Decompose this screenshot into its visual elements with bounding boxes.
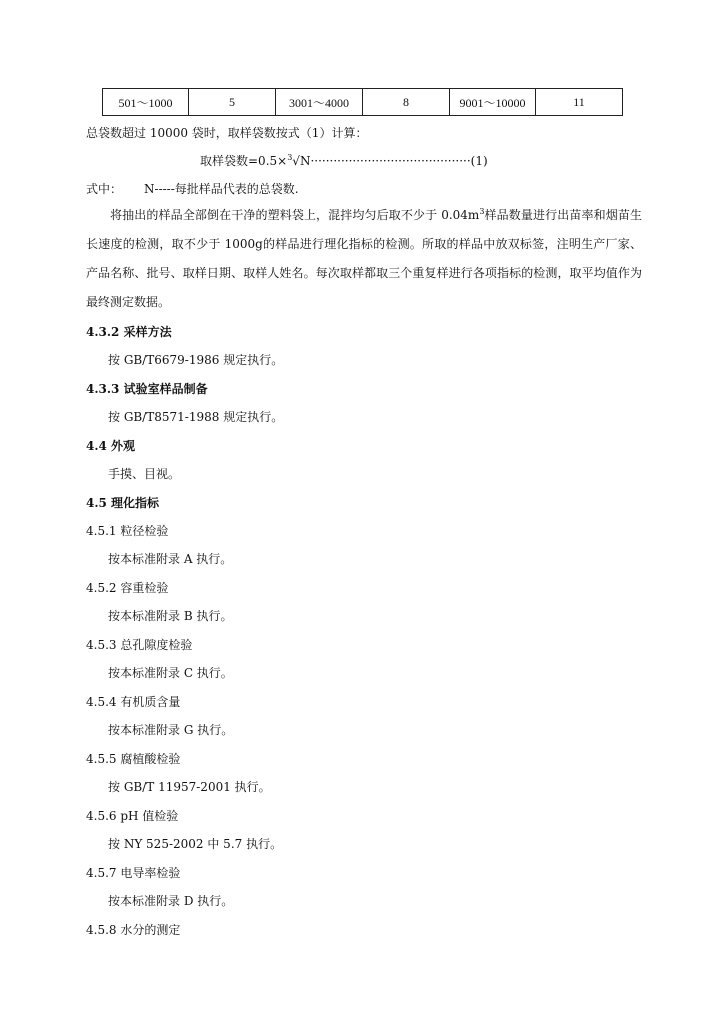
- sampling-formula: [200, 152, 488, 169]
- table-row: [103, 89, 623, 116]
- section-heading: 4.5.7 电导率检验: [86, 866, 181, 880]
- intro-line: 总袋数超过 10000 袋时，取样袋数按式（1）计算：: [86, 126, 368, 140]
- section-heading: 4.4 外观: [86, 439, 136, 453]
- formula-variable: N: [299, 154, 311, 168]
- section-body: 按 GB/T8571-1988 规定执行。: [108, 410, 284, 424]
- section-heading: 4.3.2 采样方法: [86, 325, 172, 339]
- where-text: N-----每批样品代表的总袋数.: [144, 182, 299, 196]
- section-heading: 4.5 理化指标: [86, 496, 160, 510]
- section-heading: 4.5.8 水分的测定: [86, 923, 181, 937]
- sampling-paragraph: [86, 201, 642, 317]
- table-cell: 501～1000: [103, 89, 189, 116]
- section-heading: 4.5.5 腐植酸检验: [86, 752, 181, 766]
- table-cell: 3001～4000: [276, 89, 363, 116]
- section-body: 按 GB/T 11957-2001 执行。: [108, 780, 271, 794]
- section-heading: 4.5.2 容重检验: [86, 581, 169, 595]
- sampling-table: [102, 88, 623, 116]
- section-body: 按本标准附录 C 执行。: [108, 666, 233, 680]
- formula-ref: (1): [470, 154, 488, 168]
- paragraph-part1: 将抽出的样品全部倒在干净的塑料袋上，混拌均匀后取不少于 0.04m: [110, 208, 480, 222]
- table-cell: 8: [363, 89, 450, 116]
- section-body: 手摸、目视。: [108, 467, 181, 481]
- section-body: 按本标准附录 A 执行。: [108, 552, 233, 566]
- section-body: 按 NY 525-2002 中 5.7 执行。: [108, 837, 283, 851]
- table-cell: 9001～10000: [450, 89, 536, 116]
- table-cell: 5: [189, 89, 276, 116]
- paragraph-part2: 样品数量进行出苗率和烟苗生长速度的检测，取不少于 1000g的样品进行理化指标的检测。所取的样品中放双标签，注明生产厂家、产品名称、批号、取样日期、取样人姓名。每次取样都取三个重复样进行各项指标的检测，取平均值作为最终测定数据。: [86, 208, 642, 309]
- section-heading: 4.5.4 有机质含量: [86, 695, 181, 709]
- paragraph-sup: 3: [479, 207, 485, 216]
- table-cell: 11: [536, 89, 623, 116]
- formula-left: 取样袋数=0.5×: [200, 154, 288, 168]
- section-heading: 4.5.3 总孔隙度检验: [86, 638, 193, 652]
- root-index: 3: [287, 153, 293, 162]
- section-heading: 4.3.3 试验室样品制备: [86, 382, 208, 396]
- formula-dots: ··········································: [310, 154, 471, 168]
- root-sign: √: [292, 154, 300, 168]
- where-line: [86, 180, 299, 197]
- section-body: 按本标准附录 B 执行。: [108, 609, 233, 623]
- section-body: 按 GB/T6679-1986 规定执行。: [108, 353, 284, 367]
- section-body: 按本标准附录 D 执行。: [108, 894, 234, 908]
- where-label: 式中：: [86, 182, 123, 196]
- section-body: 按本标准附录 G 执行。: [108, 723, 234, 737]
- section-heading: 4.5.1 粒径检验: [86, 524, 169, 538]
- section-heading: 4.5.6 pH 值检验: [86, 809, 179, 823]
